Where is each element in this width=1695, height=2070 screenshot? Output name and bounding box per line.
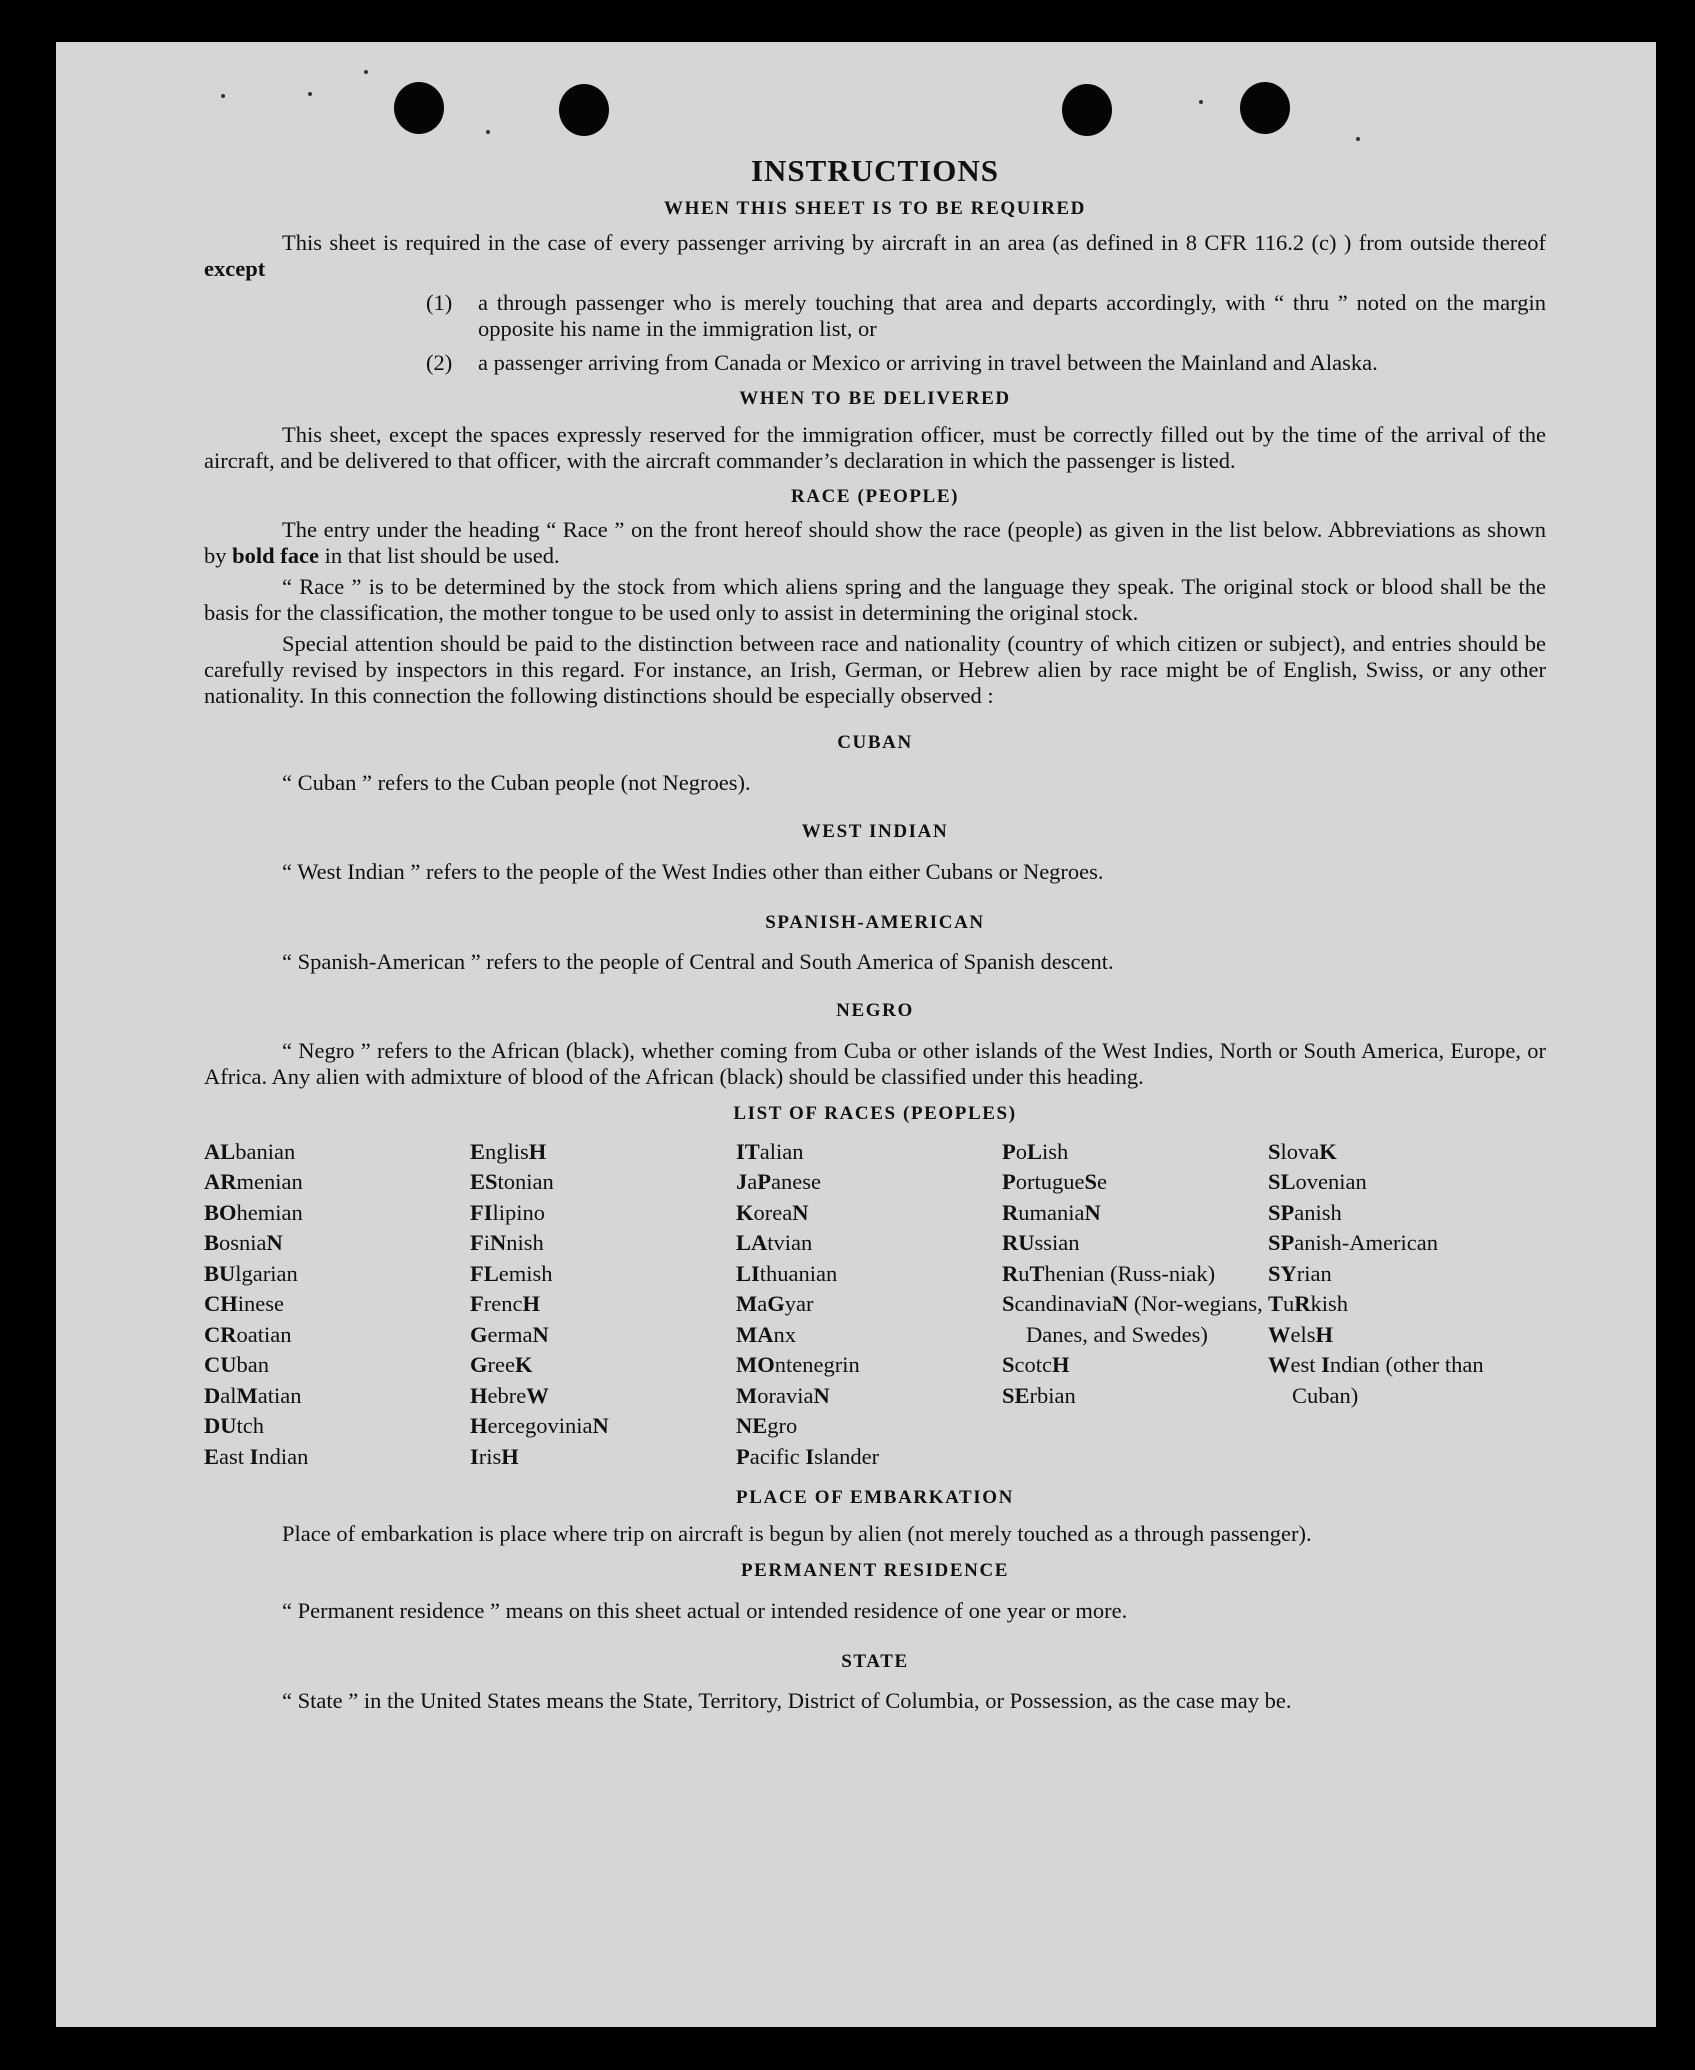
race-entry: SLovenian (1268, 1169, 1367, 1195)
race-entry: SErbian (1002, 1382, 1076, 1408)
race-entry: HercegoviniaN (470, 1413, 609, 1439)
race-entry: ScandinaviaN (Nor-wegians, Danes, and Swedes) (1002, 1291, 1263, 1347)
race-entry: FLemish (470, 1260, 553, 1286)
race-entry: GreeK (470, 1352, 533, 1378)
heading-west-indian: WEST INDIAN (801, 820, 949, 842)
race-entry: CHinese (204, 1291, 284, 1317)
heading-when-required: WHEN THIS SHEET IS TO BE REQUIRED (663, 198, 1087, 220)
speck-3 (364, 70, 368, 74)
heading-race: RACE (PEOPLE) (790, 485, 960, 507)
race-entry: MOntenegrin (736, 1352, 860, 1378)
heading-list-of-races: LIST OF RACES (PEOPLES) (733, 1103, 1017, 1124)
race-entry: BosniaN (204, 1230, 283, 1256)
race-entry: IrisH (470, 1443, 519, 1469)
race-entry: ALbanian (204, 1138, 296, 1164)
when-delivered-text: This sheet, except the spaces expressly reserved for the immigration officer, must be correctly filled out by the time of the arrival of the aircraft, and be delivered to that officer, with the aircraft commander’s declaration in which the passenger is listed. (204, 421, 1546, 473)
cuban-text: “ Cuban ” refers to the Cuban people (not Negroes). (282, 769, 751, 795)
race-entry: FIlipino (470, 1199, 546, 1225)
races-column-4 (1002, 1137, 1268, 1473)
exception-item-1 (426, 290, 1546, 342)
races-column-2 (470, 1137, 736, 1473)
document-sheet (56, 42, 1656, 2027)
race-entry: RumaniaN (1002, 1199, 1101, 1225)
race-entry: CUban (204, 1352, 269, 1378)
exception-text: a through passenger who is merely touching that area and departs accordingly, with “ thru ” noted on the margin opposite his name in the immigration list, or (478, 289, 1546, 341)
race-entry: RUssian (1002, 1230, 1080, 1256)
race-entry: SPanish-American (1268, 1230, 1438, 1256)
race-entry: MAnx (736, 1321, 796, 1347)
exception-number: (2) (426, 349, 453, 375)
when-required-text: This sheet is required in the case of every passenger arriving by aircraft in an area (as defined in 8 CFR 116.2 (c) ) from outside thereof except (204, 229, 1546, 281)
race-entry: WelsH (1268, 1321, 1334, 1347)
race-entry: FiNnish (470, 1230, 544, 1256)
heading-state: STATE (841, 1650, 909, 1672)
spanish-american-text: “ Spanish-American ” refers to the people of Central and South America of Spanish descent. (282, 949, 1114, 975)
heading-place-of-embarkation: PLACE OF EMBARKATION (736, 1487, 1014, 1509)
race-entry: KoreaN (736, 1199, 809, 1225)
exception-number: (1) (426, 289, 453, 315)
speck-5 (1199, 100, 1203, 104)
race-entry: DalMatian (204, 1382, 302, 1408)
speck-2 (308, 92, 312, 96)
race-entry: NEgro (736, 1413, 798, 1439)
permanent-residence-text: “ Permanent residence ” means on this sheet actual or intended residence of one year or more. (282, 1597, 1128, 1623)
race-entry: MoraviaN (736, 1382, 830, 1408)
races-column-1 (204, 1137, 470, 1473)
race-entry: Pacific Islander (736, 1443, 880, 1469)
race-entry: ScotcH (1002, 1352, 1070, 1378)
race-entry: SPanish (1268, 1199, 1342, 1225)
race-entry: West Indian (other than Cuban) (1268, 1352, 1484, 1408)
race-entry: BUlgarian (204, 1260, 298, 1286)
punch-hole-1 (394, 82, 444, 134)
race-entry: TuRkish (1268, 1291, 1349, 1317)
race-entry: BOhemian (204, 1199, 303, 1225)
punch-hole-3 (1062, 84, 1112, 136)
race-entry: FrencH (470, 1291, 540, 1317)
race-paragraph-3: Special attention should be paid to the distinction between race and nationality (country of which citizen or subject), and entries should be carefully revised by inspectors in this regard. For instance, an Irish, German, or Hebrew alien by race might be of English, Swiss, or any other nationality. In this connection the following distinctions should be especially observed : (204, 631, 1546, 709)
exception-text: a passenger arriving from Canada or Mexico or arriving in travel between the Mainland and Alaska. (478, 349, 1378, 375)
race-entry: HebreW (470, 1382, 549, 1408)
heading-when-delivered: WHEN TO BE DELIVERED (739, 387, 1011, 409)
race-entry: ARmenian (204, 1169, 303, 1195)
race-entry: PortugueSe (1002, 1169, 1107, 1195)
race-entry: LIthuanian (736, 1260, 838, 1286)
heading-spanish-american: SPANISH-AMERICAN (765, 911, 985, 933)
race-paragraph-1: The entry under the heading “ Race ” on the front hereof should show the race (people) as given in the list below. Abbreviations as shown by bold face in that list should be used. (204, 517, 1546, 569)
race-entry: SlovaK (1268, 1138, 1337, 1164)
race-entry: PoLish (1002, 1138, 1069, 1164)
speck-6 (1356, 137, 1360, 141)
race-entry: ITalian (736, 1138, 804, 1164)
punch-hole-4 (1240, 82, 1290, 134)
punch-hole-2 (559, 84, 609, 136)
race-entry: DUtch (204, 1413, 264, 1439)
speck-1 (221, 94, 225, 98)
races-table (204, 1137, 1546, 1473)
race-entry: JaPanese (736, 1169, 821, 1195)
west-indian-text: “ West Indian ” refers to the people of the West Indies other than either Cubans or Negroes. (282, 858, 1104, 884)
race-entry: LAtvian (736, 1230, 813, 1256)
exception-item-2 (426, 350, 1546, 376)
race-entry: MaGyar (736, 1291, 814, 1317)
race-entry: CRoatian (204, 1321, 292, 1347)
negro-text: “ Negro ” refers to the African (black), whether coming from Cuba or other islands of the West Indies, North or South America, Europe, or Africa. Any alien with admixture of blood of the African (black) should be classified under this heading. (204, 1038, 1546, 1089)
race-entry: EStonian (470, 1169, 554, 1195)
heading-permanent-residence: PERMANENT RESIDENCE (740, 1559, 1010, 1581)
race-paragraph-2: “ Race ” is to be determined by the stock from which aliens spring and the language they speak. The original stock or blood shall be the basis for the classification, the mother tongue to be used only to assist in determining the original stock. (204, 574, 1546, 626)
races-column-3 (736, 1137, 1002, 1473)
state-text: “ State ” in the United States means the State, Territory, District of Columbia, or Possession, as the case may be. (282, 1688, 1292, 1714)
speck-4 (486, 130, 490, 134)
page-title: INSTRUCTIONS (750, 153, 999, 188)
place-of-embarkation-text: Place of embarkation is place where trip on aircraft is begun by alien (not merely touched as a through passenger). (282, 1520, 1312, 1546)
race-entry: East Indian (204, 1443, 309, 1469)
races-column-5 (1268, 1137, 1488, 1473)
race-entry: SYrian (1268, 1260, 1332, 1286)
heading-cuban: CUBAN (837, 732, 913, 754)
race-entry: EnglisH (470, 1138, 547, 1164)
heading-negro: NEGRO (836, 1000, 914, 1022)
race-entry: GermaN (470, 1321, 549, 1347)
race-entry: RuThenian (Russ-niak) (1002, 1260, 1216, 1286)
